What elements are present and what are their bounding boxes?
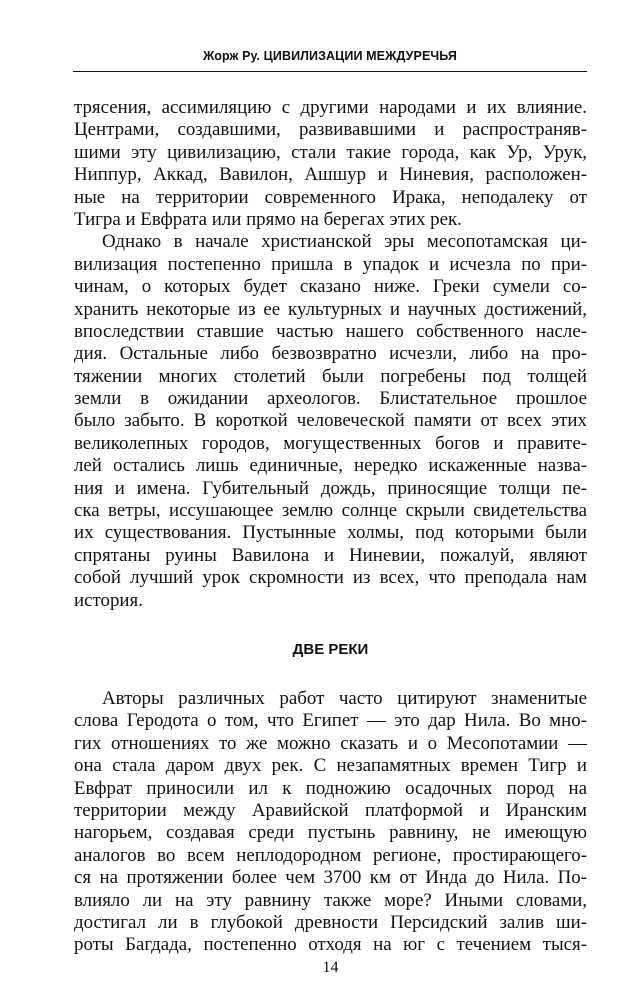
text-line: ска ветры, иссушающее землю солнце скрыли свидетельства (74, 500, 587, 522)
text-line: хранить некоторые из ее культурных и научных достижений, (74, 298, 587, 320)
text-line: слова Геродота о том, что Египет — это дар Нила. Во мно- (74, 710, 587, 732)
text-line: Тигра и Евфрата или прямо на берегах этих рек. (74, 208, 462, 230)
text-line: ся на протяжении более чем 3700 км от Инда до Нила. По- (74, 867, 587, 889)
text-line: земли в ожидании археологов. Блистательное прошлое (74, 388, 587, 410)
header-rule (73, 71, 587, 72)
text-line: трясения, ассимиляцию с другими народами и их влияние. (74, 97, 587, 118)
text-line: достигал ли в глубокой древности Персидский залив ши- (74, 911, 587, 933)
text-line: дия. Остальные либо безвозвратно исчезли, либо на про- (74, 343, 587, 365)
text-line: чинам, о которых будет сказано ниже. Греки сумели со- (74, 276, 587, 298)
text-line: шими эту цивилизацию, стали такие города, как Ур, Урук, (74, 141, 587, 163)
text-line: гих отношениях то же можно сказать и о Месопотамии — (74, 732, 587, 754)
paragraph-decline (74, 231, 587, 612)
text-line: лей остались лишь единичные, нередко искаженные назва- (74, 455, 587, 477)
text-line: аналогов во всем неплодородном регионе, простирающего- (74, 844, 587, 866)
text-line: Центрами, создавшими, развивавшими и распространяв- (74, 119, 587, 141)
text-line: впоследствии ставшие частью нашего собственного насле- (74, 320, 587, 342)
text-line: вилизация постепенно пришла в упадок и исчезла по при- (74, 253, 587, 275)
text-line: Евфрат приносили ил к подножию осадочных пород на (74, 777, 587, 799)
text-line: история. (74, 589, 143, 611)
section-heading: ДВЕ РЕКИ (292, 641, 369, 658)
page-number: 14 (322, 959, 339, 976)
text-line: ния и имена. Губительный дождь, приносящие толщи пе- (74, 477, 587, 499)
text-line: роты Багдада, постепенно отходя на юг с течением тыся- (74, 934, 587, 956)
paragraph-two-rivers (74, 688, 587, 957)
text-line: территории между Аравийской платформой и Иранским (74, 799, 587, 821)
text-line: ные на территории современного Ирака, неподалеку от (74, 186, 587, 208)
running-header-title: Жорж Ру. ЦИВИЛИЗАЦИИ МЕЖДУРЕЧЬЯ (203, 49, 457, 63)
text-line: спрятаны руины Вавилона и Ниневии, пожалуй, являют (74, 544, 587, 566)
text-line: тяжении многих столетий были погребены под толщей (74, 365, 587, 387)
text-line: она стала даром двух рек. С незапамятных времен Тигр и (74, 755, 587, 777)
text-line: собой лучший урок скромности из всех, что преподала нам (74, 567, 587, 589)
text-line: Авторы различных работ часто цитируют знаменитые (102, 688, 587, 709)
text-line: было забыто. В короткой человеческой памяти от всех этих (74, 410, 587, 432)
text-line: влияло ли на эту равнину также море? Иными словами, (74, 889, 587, 911)
text-block-after-heading (74, 688, 587, 957)
paragraph-continued (74, 97, 587, 231)
text-line: их существования. Пустынные холмы, под которыми были (74, 522, 587, 544)
text-line: Ниппур, Аккад, Вавилон, Ашшур и Ниневия, расположен- (74, 164, 587, 186)
text-line: нагорьем, создавая среди пустынь равнину, не имеющую (74, 822, 587, 844)
text-block-before-heading (74, 97, 587, 612)
text-line: Однако в начале христианской эры месопотамская ци- (102, 231, 587, 253)
text-line: великолепных городов, могущественных богов и правите- (74, 432, 587, 454)
